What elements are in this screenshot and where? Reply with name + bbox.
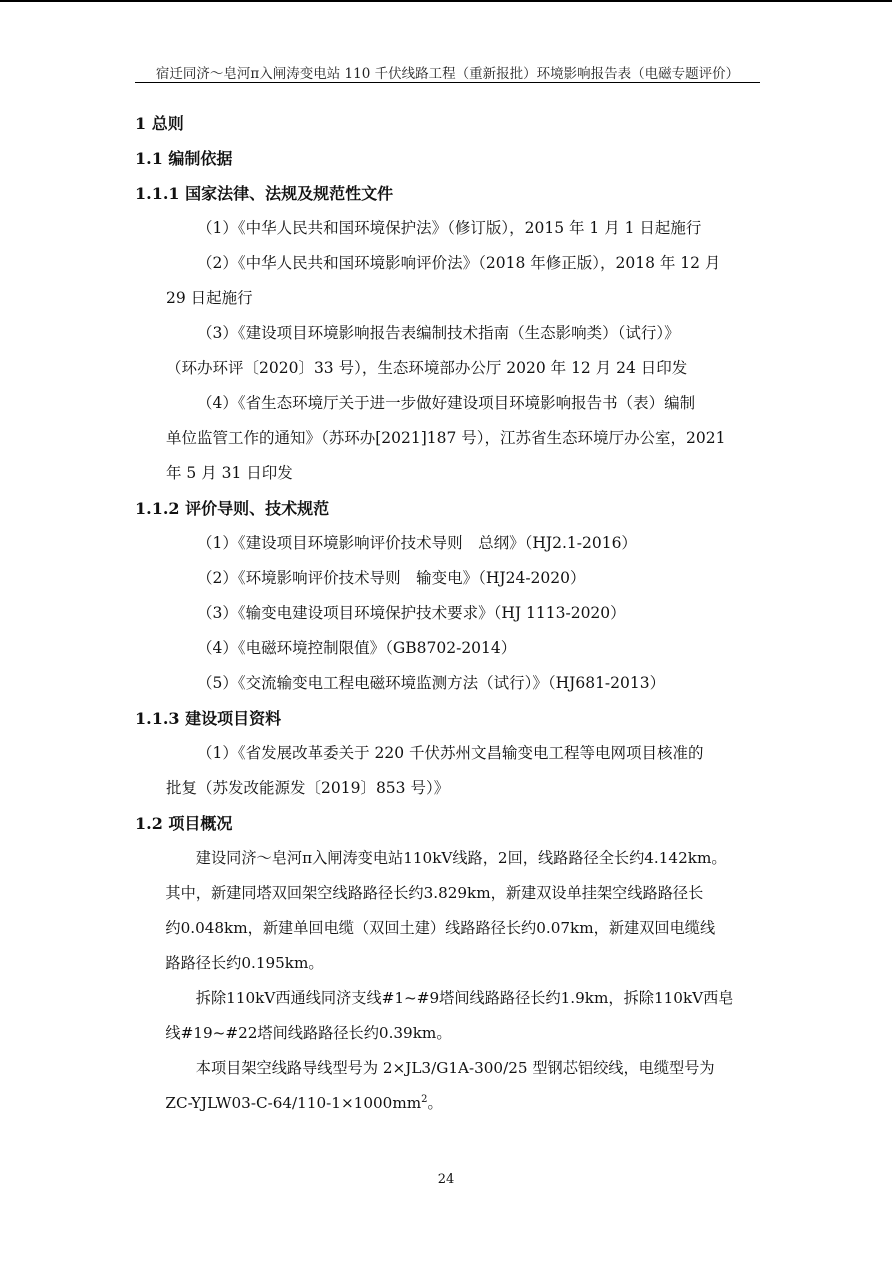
law-item-2-line-1: （2）《中华人民共和国环境影响评价法》（2018 年修正版），2018 年 12 月 — [197, 254, 721, 272]
sentence-end: 。 — [427, 1094, 443, 1112]
law-item-4-line-3: 年 5 月 31 日印发 — [166, 464, 293, 482]
overview-p3-line-2 — [135, 1086, 760, 1121]
material-item-1-line-1: （1）《省发展改革委关于 220 千伏苏州文昌输变电工程等电网项目核准的 — [197, 744, 704, 762]
section-heading-1-1-1: 1.1.1 国家法律、法规及规范性文件 — [135, 184, 394, 203]
law-item-1-line-1: （1）《中华人民共和国环境保护法》（修订版），2015 年 1 月 1 日起施行 — [197, 219, 702, 237]
overview-p2-line-1: 拆除110kV西通线同济支线#1~#9塔间线路路径长约1.9km，拆除110kV西皂 — [195, 989, 734, 1007]
law-item-3-line-1: （3）《建设项目环境影响报告表编制技术指南（生态影响类）（试行）》 — [197, 324, 680, 342]
law-item-4-line-1: （4）《省生态环境厅关于进一步做好建设项目环境影响报告书（表）编制 — [197, 394, 696, 412]
overview-paragraph-2 — [135, 981, 760, 1051]
material-item-1-line-2: 批复（苏发改能源发〔2019〕853 号）》 — [166, 779, 450, 797]
standard-list — [135, 526, 760, 701]
overview-p1-line-3: 约0.048km，新建单回电缆（双回土建）线路路径长约0.07km，新建双回电缆线 — [165, 919, 716, 937]
standard-item: （3）《输变电建设项目环境保护技术要求》（HJ 1113-2020） — [197, 604, 626, 622]
law-item-4 — [135, 386, 760, 491]
document-body — [135, 106, 760, 1121]
overview-p2-line-2: 线#19~#22塔间线路路径长约0.39km。 — [165, 1024, 452, 1042]
section-heading-1-1: 1.1 编制依据 — [135, 149, 233, 168]
overview-paragraph-1 — [135, 841, 760, 981]
section-heading-1: 1 总则 — [135, 114, 184, 133]
running-header: 宿迁同济～皂河π入闸涛变电站 110 千伏线路工程（重新报批）环境影响报告表（电磁专题评价） — [155, 66, 740, 82]
standard-item: （2）《环境影响评价技术导则 输变电》（HJ24-2020） — [197, 569, 586, 587]
material-item-1 — [135, 736, 760, 806]
section-heading-1-1-2: 1.1.2 评价导则、技术规范 — [135, 499, 330, 518]
standard-item: （4）《电磁环境控制限值》（GB8702-2014） — [197, 639, 517, 657]
overview-p1-line-1: 建设同济～皂河π入闸涛变电站110kV线路，2回，线路路径全长约4.142km。 — [195, 849, 727, 867]
law-item-2 — [135, 246, 760, 316]
section-heading-1-1-3: 1.1.3 建设项目资料 — [135, 709, 282, 728]
law-item-3 — [135, 316, 760, 386]
law-item-4-line-2: 单位监管工作的通知》（苏环办[2021]187 号），江苏省生态环境厅办公室，2021 — [166, 429, 726, 447]
overview-paragraph-3 — [135, 1051, 760, 1121]
law-item-1 — [135, 211, 760, 246]
cable-model-text: ZC-YJLW03-C-64/110-1×1000mm — [165, 1094, 422, 1112]
standard-item: （1）《建设项目环境影响评价技术导则 总纲》（HJ2.1-2016） — [197, 534, 637, 552]
standard-item: （5）《交流输变电工程电磁环境监测方法（试行）》（HJ681-2013） — [197, 674, 666, 692]
page-number: 24 — [437, 1172, 455, 1187]
overview-p1-line-4: 路路径长约0.195km。 — [165, 954, 324, 972]
overview-p3-line-1: 本项目架空线路导线型号为 2×JL3/G1A-300/25 型钢芯铝绞线，电缆型号为 — [195, 1059, 715, 1077]
overview-p1-line-2: 其中，新建同塔双回架空线路路径长约3.829km，新建双设单挂架空线路路径长 — [165, 884, 704, 902]
top-border-line — [0, 0, 892, 2]
law-item-2-line-2: 29 日起施行 — [166, 289, 253, 307]
header-rule — [135, 82, 760, 83]
law-item-3-line-2: （环办环评〔2020〕33 号），生态环境部办公厅 2020 年 12 月 24 日印发 — [166, 359, 688, 377]
section-heading-1-2: 1.2 项目概况 — [135, 814, 233, 833]
superscript-2: 2 — [421, 1093, 428, 1105]
